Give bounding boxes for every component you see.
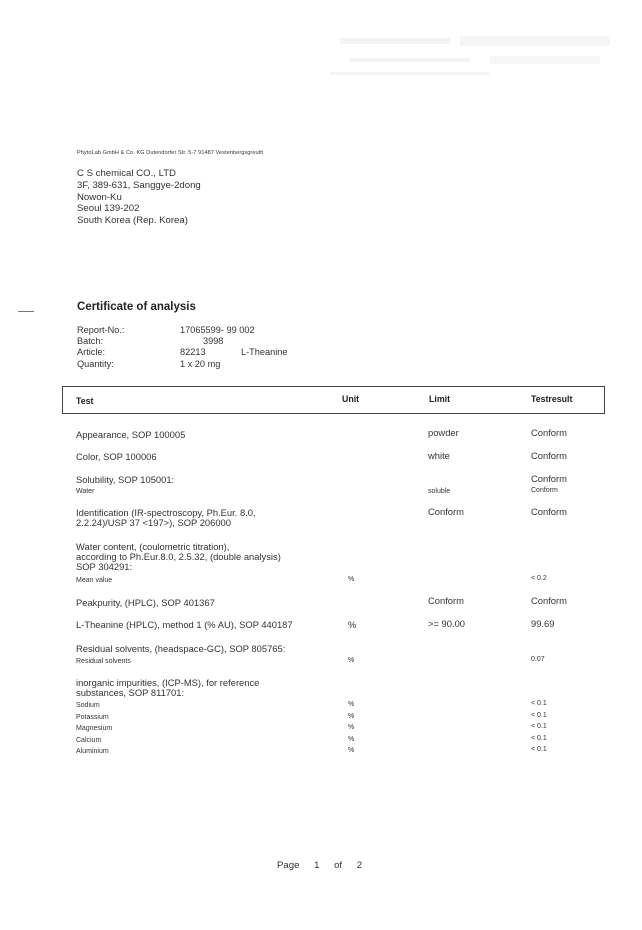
meta-value: 1 x 20 mg (180, 358, 221, 369)
page-label: Page (277, 860, 300, 871)
limit-color: white (428, 450, 450, 461)
element-result: < 0.1 (531, 700, 547, 707)
sublimit-solubility: soluble (428, 488, 451, 495)
element-name: Aluminium (76, 748, 109, 755)
meta-value: 82213 (180, 347, 206, 358)
element-result: < 0.1 (531, 746, 547, 753)
sub-solubility: Water (76, 488, 95, 495)
limit-peakpurity: Conform (428, 595, 464, 606)
element-result: < 0.1 (531, 712, 547, 719)
meta-value: 3998 (180, 336, 224, 347)
sub-residual: Residual solvents (76, 658, 131, 665)
element-unit: % (348, 736, 355, 743)
column-limit: Limit (429, 394, 451, 404)
meta-label: Report-No.: (77, 325, 125, 335)
faint-bleed-through (330, 28, 630, 88)
element-name: Calcium (76, 737, 102, 744)
table-header (62, 386, 605, 414)
recipient-line: Seoul 139-202 (77, 203, 140, 215)
recipient-line: Nowon-Ku (77, 191, 122, 203)
recipient-line: C S chemical CO., LTD (77, 168, 176, 179)
element-unit: % (348, 724, 355, 731)
subresult-solubility: Conform (531, 487, 558, 494)
element-result: < 0.1 (531, 723, 547, 730)
element-unit: % (348, 747, 355, 754)
unit-theanine: % (348, 619, 357, 630)
test-theanine: L-Theanine (HPLC), method 1 (% AU), SOP 440187 (76, 619, 293, 630)
result-water: < 0.2 (531, 575, 547, 582)
test-water-line2: according to Ph.Eur.8.0, 2.5.32, (double analysis) (76, 551, 281, 562)
recipient-line: 3F, 389-631, Sanggye-2dong (77, 179, 201, 191)
result-appearance: Conform (531, 427, 567, 438)
column-testresult: Testresult (531, 394, 573, 404)
test-identification-line2: 2.2.24)/USP 37 <197>), SOP 206000 (76, 517, 231, 528)
column-unit: Unit (342, 394, 360, 404)
test-color: Color, SOP 100006 (76, 451, 157, 462)
meta-label: Article: (77, 347, 106, 358)
meta-label: Quantity: (77, 358, 114, 369)
sub-water: Mean value (76, 577, 113, 584)
test-residual: Residual solvents, (headspace-GC), SOP 805765: (76, 643, 286, 654)
test-inorganic-line1: inorganic impurities, (ICP-MS), for reference (76, 677, 260, 688)
page-footer (277, 860, 370, 871)
page-total: 2 (356, 860, 363, 871)
element-unit: % (348, 701, 355, 708)
test-appearance: Appearance, SOP 100005 (76, 429, 186, 440)
test-solubility: Solubility, SOP 105001: (76, 474, 175, 485)
recipient-address (77, 168, 201, 227)
limit-identification: Conform (428, 506, 464, 517)
result-residual: 0.07 (531, 656, 545, 663)
fold-mark (18, 311, 34, 312)
unit-water: % (348, 576, 355, 583)
result-identification: Conform (531, 506, 567, 517)
of-label: of (334, 860, 343, 871)
limit-theanine: >= 90.00 (428, 618, 466, 629)
unit-residual: % (348, 657, 355, 664)
recipient-line: South Korea (Rep. Korea) (77, 215, 188, 227)
element-name: Magnesium (76, 725, 113, 732)
sender-line: PhytoLab GmbH & Co. KG Dutendorfer Str. 5-7 91487 Vestenbergsgreuth (77, 150, 264, 156)
test-inorganic-line2: substances, SOP 811701: (76, 687, 185, 698)
meta-value: 17065599- 99 002 (180, 325, 255, 335)
element-name: Sodium (76, 702, 100, 709)
element-unit: % (348, 713, 355, 720)
element-name: Potassium (76, 714, 109, 721)
limit-appearance: powder (428, 427, 459, 438)
result-solubility: Conform (531, 473, 567, 484)
test-water-line3: SOP 304291: (76, 561, 133, 572)
page-number: 1 (314, 860, 320, 871)
meta-label: Batch: (77, 336, 104, 347)
column-test: Test (76, 396, 94, 406)
result-theanine: 99.69 (531, 618, 555, 629)
page-title: Certificate of analysis (77, 301, 196, 313)
result-color: Conform (531, 450, 567, 461)
element-result: < 0.1 (531, 735, 547, 742)
test-peakpurity: Peakpurity, (HPLC), SOP 401367 (76, 597, 215, 608)
result-peakpurity: Conform (531, 595, 567, 606)
test-identification-line1: Identification (IR-spectroscopy, Ph.Eur. 8.0, (76, 507, 256, 518)
meta-extra: L-Theanine (241, 347, 288, 358)
test-water-line1: Water content, (coulometric titration), (76, 541, 230, 552)
